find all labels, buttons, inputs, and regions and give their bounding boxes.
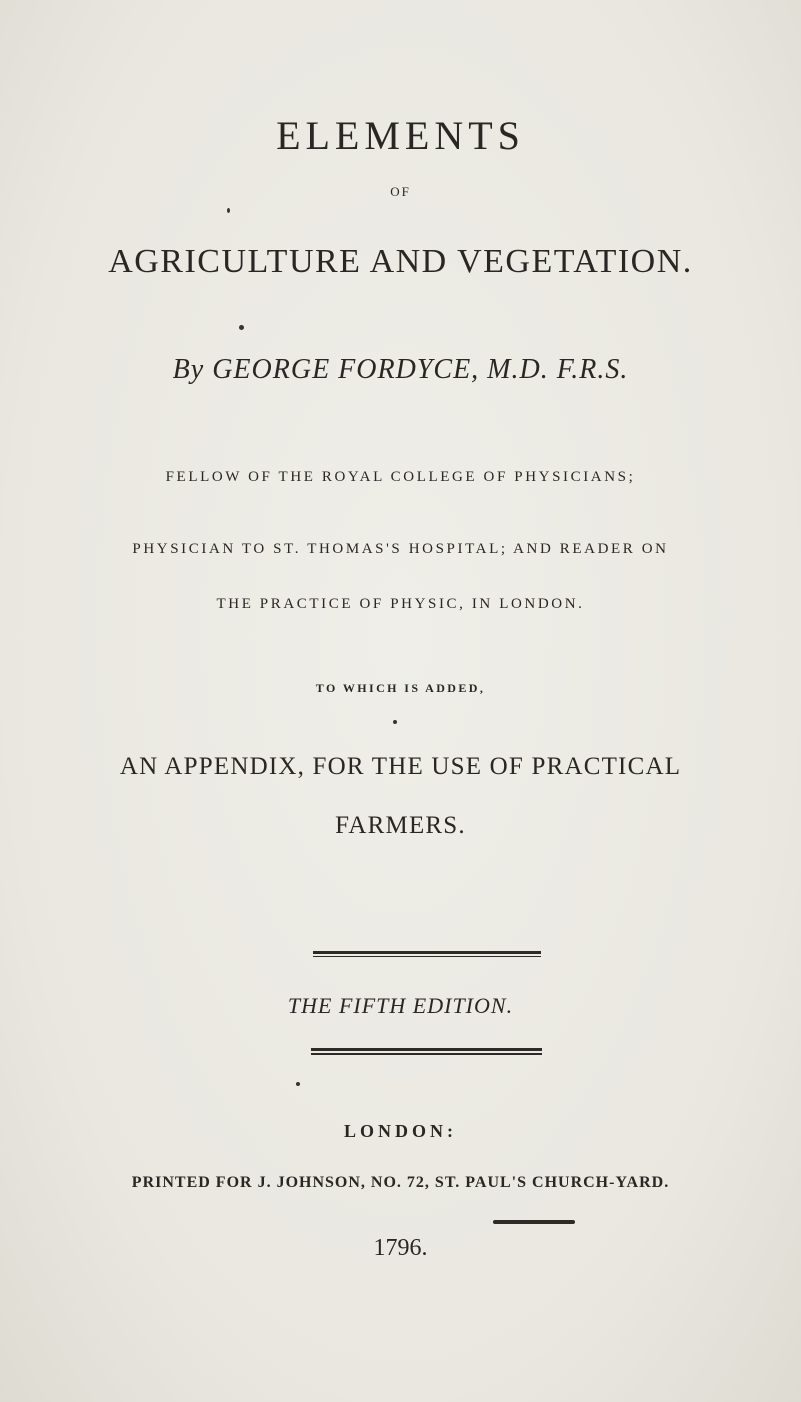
upper-rule-thin xyxy=(313,956,541,957)
imprint-year: 1796. xyxy=(373,1235,428,1261)
ink-speck xyxy=(393,720,397,724)
ink-speck xyxy=(227,208,230,213)
upper-rule xyxy=(313,951,541,954)
ink-speck xyxy=(296,1082,300,1086)
imprint-rule xyxy=(493,1220,575,1224)
author-credential-practice: THE PRACTICE OF PHYSIC, IN LONDON. xyxy=(216,596,585,612)
appendix-line-2: FARMERS. xyxy=(335,812,466,839)
author-credential-physician: PHYSICIAN TO ST. THOMAS'S HOSPITAL; AND READER ON xyxy=(132,541,669,557)
appendix-line-1: AN APPENDIX, FOR THE USE OF PRACTICAL xyxy=(119,753,682,780)
book-subtitle: AGRICULTURE AND VEGETATION. xyxy=(108,243,693,280)
book-title: ELEMENTS xyxy=(276,113,525,158)
imprint-place: LONDON: xyxy=(344,1121,457,1141)
lower-rule xyxy=(311,1048,542,1051)
added-note: TO WHICH IS ADDED, xyxy=(315,681,486,695)
edition-line: THE FIFTH EDITION. xyxy=(287,993,514,1018)
imprint-printer: PRINTED FOR J. JOHNSON, NO. 72, ST. PAUL'S CHURCH-YARD. xyxy=(131,1174,670,1191)
title-connector: OF xyxy=(390,184,411,199)
ink-speck xyxy=(239,325,244,330)
author-credential-fellow: FELLOW OF THE ROYAL COLLEGE OF PHYSICIANS; xyxy=(165,469,636,485)
author-line: By GEORGE FORDYCE, M.D. F.R.S. xyxy=(172,354,629,385)
lower-rule-thin xyxy=(311,1053,542,1055)
